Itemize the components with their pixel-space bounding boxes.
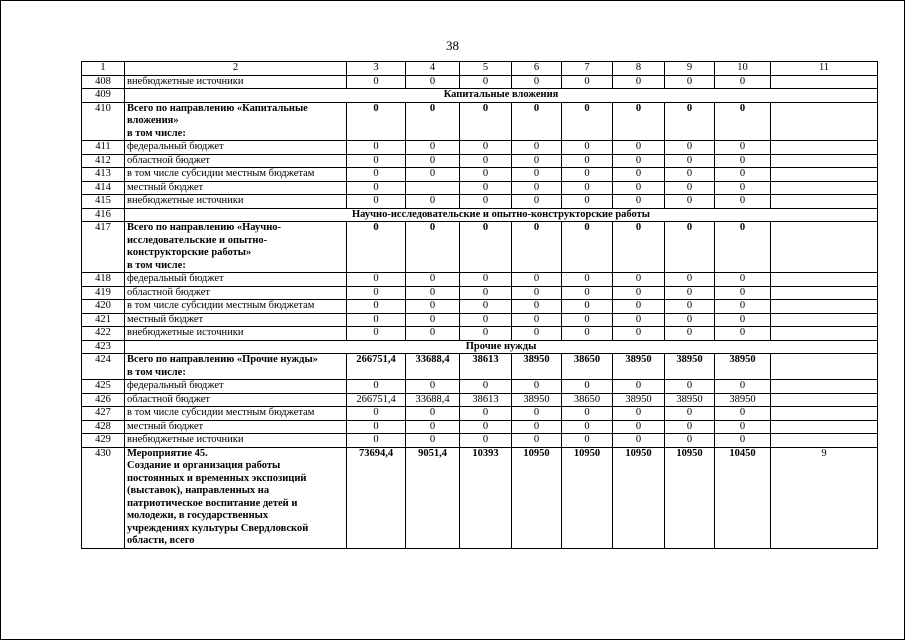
row-label: федеральный бюджет bbox=[125, 273, 347, 287]
value-cell: 0 bbox=[665, 434, 715, 448]
value-cell: 0 bbox=[613, 75, 665, 89]
value-cell: 0 bbox=[715, 300, 771, 314]
table-row bbox=[82, 286, 878, 300]
value-cell: 0 bbox=[665, 286, 715, 300]
note-cell bbox=[771, 300, 878, 314]
value-cell: 0 bbox=[347, 195, 406, 209]
note-cell bbox=[771, 195, 878, 209]
total-label bbox=[125, 447, 347, 548]
value-cell: 0 bbox=[512, 380, 562, 394]
column-header: 8 bbox=[613, 62, 665, 76]
table-row bbox=[82, 168, 878, 182]
value-cell: 0 bbox=[406, 300, 460, 314]
value-cell: 0 bbox=[715, 434, 771, 448]
label-line: Мероприятие 45. bbox=[127, 447, 208, 459]
value-cell: 0 bbox=[460, 420, 512, 434]
table-row bbox=[82, 75, 878, 89]
section-title: Научно-исследовательские и опытно-конструкторские работы bbox=[125, 208, 878, 222]
value-cell: 0 bbox=[347, 222, 406, 273]
value-cell: 0 bbox=[665, 141, 715, 155]
value-cell: 38650 bbox=[562, 354, 613, 380]
value-cell: 33688,4 bbox=[406, 393, 460, 407]
column-header: 2 bbox=[125, 62, 347, 76]
note-cell bbox=[771, 75, 878, 89]
label-line: в том числе: bbox=[127, 127, 186, 139]
note-cell bbox=[771, 168, 878, 182]
value-cell: 38613 bbox=[460, 354, 512, 380]
label-line: Всего по направлению «Капитальные bbox=[127, 102, 308, 114]
label-line: конструкторские работы» bbox=[127, 247, 252, 258]
total-label bbox=[125, 354, 347, 380]
table-row bbox=[82, 181, 878, 195]
value-cell: 0 bbox=[613, 420, 665, 434]
row-number: 418 bbox=[82, 273, 125, 287]
label-line: вложения» bbox=[127, 115, 179, 126]
row-number: 423 bbox=[82, 340, 125, 354]
note-cell bbox=[771, 273, 878, 287]
value-cell: 0 bbox=[613, 168, 665, 182]
value-cell: 0 bbox=[613, 102, 665, 141]
value-cell: 0 bbox=[562, 181, 613, 195]
table-row bbox=[82, 141, 878, 155]
row-label: в том числе субсидии местным бюджетам bbox=[125, 407, 347, 421]
value-cell: 0 bbox=[613, 273, 665, 287]
value-cell: 0 bbox=[562, 75, 613, 89]
value-cell: 0 bbox=[460, 222, 512, 273]
value-cell: 0 bbox=[715, 273, 771, 287]
row-number: 425 bbox=[82, 380, 125, 394]
value-cell: 0 bbox=[512, 195, 562, 209]
value-cell: 0 bbox=[406, 434, 460, 448]
row-number: 428 bbox=[82, 420, 125, 434]
value-cell: 0 bbox=[347, 141, 406, 155]
value-cell: 0 bbox=[715, 195, 771, 209]
value-cell: 0 bbox=[613, 222, 665, 273]
value-cell: 266751,4 bbox=[347, 354, 406, 380]
row-number: 422 bbox=[82, 327, 125, 341]
value-cell: 0 bbox=[347, 168, 406, 182]
value-cell: 0 bbox=[460, 273, 512, 287]
column-header: 4 bbox=[406, 62, 460, 76]
row-label: внебюджетные источники bbox=[125, 434, 347, 448]
budget-table bbox=[81, 61, 878, 549]
label-line: области, всего bbox=[127, 535, 195, 546]
value-cell: 10450 bbox=[715, 447, 771, 548]
value-cell: 0 bbox=[460, 300, 512, 314]
row-number: 410 bbox=[82, 102, 125, 141]
value-cell: 0 bbox=[665, 154, 715, 168]
value-cell: 0 bbox=[562, 141, 613, 155]
value-cell: 0 bbox=[512, 327, 562, 341]
value-cell: 0 bbox=[715, 222, 771, 273]
value-cell: 0 bbox=[347, 286, 406, 300]
label-line: в том числе: bbox=[127, 259, 186, 271]
row-number: 411 bbox=[82, 141, 125, 155]
value-cell: 0 bbox=[613, 181, 665, 195]
note-cell bbox=[771, 327, 878, 341]
value-cell: 0 bbox=[562, 327, 613, 341]
value-cell: 0 bbox=[665, 407, 715, 421]
value-cell: 0 bbox=[406, 407, 460, 421]
value-cell: 0 bbox=[665, 222, 715, 273]
row-number: 414 bbox=[82, 181, 125, 195]
value-cell: 0 bbox=[406, 222, 460, 273]
value-cell: 0 bbox=[347, 420, 406, 434]
row-number: 412 bbox=[82, 154, 125, 168]
table-row bbox=[82, 407, 878, 421]
value-cell: 0 bbox=[347, 273, 406, 287]
header-row bbox=[82, 62, 878, 76]
value-cell: 0 bbox=[613, 195, 665, 209]
value-cell: 0 bbox=[460, 168, 512, 182]
value-cell: 0 bbox=[665, 300, 715, 314]
section-title: Капитальные вложения bbox=[125, 89, 878, 103]
table-row bbox=[82, 380, 878, 394]
value-cell: 0 bbox=[406, 102, 460, 141]
note-cell bbox=[771, 102, 878, 141]
value-cell: 0 bbox=[406, 286, 460, 300]
column-header: 3 bbox=[347, 62, 406, 76]
row-label: федеральный бюджет bbox=[125, 380, 347, 394]
value-cell: 0 bbox=[512, 273, 562, 287]
column-header: 10 bbox=[715, 62, 771, 76]
table-row bbox=[82, 222, 878, 273]
label-line: учреждениях культуры Свердловской bbox=[127, 522, 309, 534]
note-cell bbox=[771, 354, 878, 380]
table-row bbox=[82, 340, 878, 354]
value-cell: 0 bbox=[562, 286, 613, 300]
table-row bbox=[82, 354, 878, 380]
value-cell: 0 bbox=[613, 327, 665, 341]
value-cell: 0 bbox=[715, 141, 771, 155]
table-row bbox=[82, 313, 878, 327]
note-cell bbox=[771, 434, 878, 448]
section-title: Прочие нужды bbox=[125, 340, 878, 354]
value-cell: 0 bbox=[613, 286, 665, 300]
row-number: 409 bbox=[82, 89, 125, 103]
value-cell: 0 bbox=[562, 407, 613, 421]
value-cell: 0 bbox=[613, 154, 665, 168]
value-cell: 0 bbox=[347, 75, 406, 89]
value-cell: 38950 bbox=[512, 354, 562, 380]
value-cell: 38950 bbox=[715, 354, 771, 380]
table-row bbox=[82, 102, 878, 141]
value-cell: 0 bbox=[460, 102, 512, 141]
value-cell: 0 bbox=[665, 195, 715, 209]
value-cell: 0 bbox=[613, 434, 665, 448]
row-number: 415 bbox=[82, 195, 125, 209]
value-cell: 9051,4 bbox=[406, 447, 460, 548]
value-cell: 0 bbox=[562, 380, 613, 394]
value-cell: 0 bbox=[613, 141, 665, 155]
table-row bbox=[82, 327, 878, 341]
label-line: исследовательские и опытно- bbox=[127, 234, 268, 246]
row-number: 413 bbox=[82, 168, 125, 182]
value-cell: 0 bbox=[512, 102, 562, 141]
value-cell: 0 bbox=[460, 407, 512, 421]
value-cell: 0 bbox=[512, 434, 562, 448]
value-cell: 0 bbox=[562, 273, 613, 287]
note-cell: 9 bbox=[771, 447, 878, 548]
value-cell: 0 bbox=[613, 380, 665, 394]
note-cell bbox=[771, 222, 878, 273]
row-label: федеральный бюджет bbox=[125, 141, 347, 155]
value-cell: 38950 bbox=[512, 393, 562, 407]
value-cell: 0 bbox=[665, 273, 715, 287]
note-cell bbox=[771, 154, 878, 168]
row-label: внебюджетные источники bbox=[125, 75, 347, 89]
row-label: областной бюджет bbox=[125, 286, 347, 300]
value-cell: 0 bbox=[562, 313, 613, 327]
table-row bbox=[82, 447, 878, 548]
value-cell: 0 bbox=[665, 75, 715, 89]
label-line: патриотическое воспитание детей и bbox=[127, 497, 298, 509]
value-cell: 0 bbox=[715, 75, 771, 89]
value-cell: 10950 bbox=[562, 447, 613, 548]
value-cell: 0 bbox=[406, 75, 460, 89]
value-cell: 0 bbox=[665, 313, 715, 327]
table-row bbox=[82, 300, 878, 314]
value-cell: 0 bbox=[715, 327, 771, 341]
value-cell: 0 bbox=[562, 222, 613, 273]
value-cell: 0 bbox=[406, 380, 460, 394]
value-cell: 0 bbox=[715, 102, 771, 141]
value-cell: 10950 bbox=[512, 447, 562, 548]
value-cell: 0 bbox=[512, 75, 562, 89]
label-line: постоянных и временных экспозиций bbox=[127, 472, 307, 484]
value-cell: 0 bbox=[715, 181, 771, 195]
row-label: областной бюджет bbox=[125, 154, 347, 168]
row-number: 408 bbox=[82, 75, 125, 89]
value-cell: 0 bbox=[460, 327, 512, 341]
value-cell: 38950 bbox=[665, 354, 715, 380]
table-row bbox=[82, 89, 878, 103]
value-cell: 0 bbox=[512, 420, 562, 434]
total-label bbox=[125, 102, 347, 141]
value-cell: 0 bbox=[562, 434, 613, 448]
value-cell: 0 bbox=[562, 102, 613, 141]
value-cell: 0 bbox=[562, 154, 613, 168]
value-cell: 0 bbox=[665, 327, 715, 341]
value-cell: 0 bbox=[460, 286, 512, 300]
column-header: 9 bbox=[665, 62, 715, 76]
note-cell bbox=[771, 420, 878, 434]
note-cell bbox=[771, 407, 878, 421]
value-cell: 38950 bbox=[715, 393, 771, 407]
value-cell: 0 bbox=[613, 407, 665, 421]
value-cell: 0 bbox=[406, 195, 460, 209]
value-cell: 0 bbox=[665, 102, 715, 141]
label-line: в том числе: bbox=[127, 366, 186, 378]
value-cell: 0 bbox=[406, 141, 460, 155]
value-cell: 0 bbox=[512, 300, 562, 314]
table-row bbox=[82, 195, 878, 209]
value-cell: 10950 bbox=[613, 447, 665, 548]
value-cell: 0 bbox=[715, 420, 771, 434]
label-line: молодежи, в государственных bbox=[127, 510, 269, 521]
value-cell: 0 bbox=[715, 380, 771, 394]
note-cell bbox=[771, 313, 878, 327]
row-number: 429 bbox=[82, 434, 125, 448]
value-cell: 0 bbox=[613, 313, 665, 327]
value-cell: 266751,4 bbox=[347, 393, 406, 407]
table-row bbox=[82, 434, 878, 448]
column-header: 11 bbox=[771, 62, 878, 76]
table-row bbox=[82, 393, 878, 407]
value-cell: 0 bbox=[347, 300, 406, 314]
row-label: в том числе субсидии местным бюджетам bbox=[125, 300, 347, 314]
value-cell: 0 bbox=[347, 380, 406, 394]
value-cell: 0 bbox=[460, 380, 512, 394]
column-header: 5 bbox=[460, 62, 512, 76]
value-cell: 0 bbox=[512, 154, 562, 168]
value-cell: 0 bbox=[460, 141, 512, 155]
row-number: 430 bbox=[82, 447, 125, 548]
value-cell: 0 bbox=[512, 222, 562, 273]
table-row bbox=[82, 208, 878, 222]
value-cell: 0 bbox=[512, 286, 562, 300]
value-cell: 0 bbox=[406, 313, 460, 327]
row-label: в том числе субсидии местным бюджетам bbox=[125, 168, 347, 182]
value-cell: 0 bbox=[562, 300, 613, 314]
row-number: 420 bbox=[82, 300, 125, 314]
value-cell: 0 bbox=[460, 313, 512, 327]
label-line: (выставок), направленных на bbox=[127, 485, 270, 496]
value-cell: 73694,4 bbox=[347, 447, 406, 548]
value-cell: 0 bbox=[406, 327, 460, 341]
row-label: местный бюджет bbox=[125, 181, 347, 195]
value-cell: 0 bbox=[347, 407, 406, 421]
value-cell: 0 bbox=[460, 154, 512, 168]
value-cell: 38950 bbox=[613, 354, 665, 380]
value-cell: 0 bbox=[347, 102, 406, 141]
label-line: Всего по направлению «Научно- bbox=[127, 222, 281, 233]
note-cell bbox=[771, 286, 878, 300]
row-label: местный бюджет bbox=[125, 420, 347, 434]
row-label: внебюджетные источники bbox=[125, 327, 347, 341]
row-number: 417 bbox=[82, 222, 125, 273]
row-number: 416 bbox=[82, 208, 125, 222]
value-cell: 0 bbox=[406, 154, 460, 168]
table-row bbox=[82, 273, 878, 287]
value-cell: 0 bbox=[406, 420, 460, 434]
value-cell: 0 bbox=[512, 168, 562, 182]
value-cell: 0 bbox=[665, 168, 715, 182]
value-cell: 0 bbox=[715, 286, 771, 300]
value-cell: 0 bbox=[562, 168, 613, 182]
value-cell: 0 bbox=[347, 327, 406, 341]
row-label: областной бюджет bbox=[125, 393, 347, 407]
column-header: 6 bbox=[512, 62, 562, 76]
table-row bbox=[82, 420, 878, 434]
value-cell: 0 bbox=[347, 154, 406, 168]
note-cell bbox=[771, 380, 878, 394]
value-cell: 38613 bbox=[460, 393, 512, 407]
value-cell: 38950 bbox=[613, 393, 665, 407]
value-cell: 0 bbox=[562, 420, 613, 434]
value-cell: 10950 bbox=[665, 447, 715, 548]
value-cell: 33688,4 bbox=[406, 354, 460, 380]
row-number: 426 bbox=[82, 393, 125, 407]
value-cell: 0 bbox=[715, 168, 771, 182]
value-cell bbox=[406, 181, 460, 195]
value-cell: 0 bbox=[512, 141, 562, 155]
value-cell: 0 bbox=[406, 273, 460, 287]
label-line: Всего по направлению «Прочие нужды» bbox=[127, 354, 318, 365]
value-cell: 0 bbox=[613, 300, 665, 314]
value-cell: 0 bbox=[460, 75, 512, 89]
value-cell: 0 bbox=[715, 154, 771, 168]
value-cell: 0 bbox=[665, 380, 715, 394]
row-label: местный бюджет bbox=[125, 313, 347, 327]
row-number: 427 bbox=[82, 407, 125, 421]
note-cell bbox=[771, 141, 878, 155]
value-cell: 0 bbox=[715, 313, 771, 327]
table-row bbox=[82, 154, 878, 168]
row-number: 424 bbox=[82, 354, 125, 380]
total-label bbox=[125, 222, 347, 273]
row-number: 421 bbox=[82, 313, 125, 327]
note-cell bbox=[771, 393, 878, 407]
value-cell: 10393 bbox=[460, 447, 512, 548]
column-header: 1 bbox=[82, 62, 125, 76]
column-header: 7 bbox=[562, 62, 613, 76]
value-cell: 0 bbox=[347, 434, 406, 448]
value-cell: 38650 bbox=[562, 393, 613, 407]
label-line: Создание и организация работы bbox=[127, 460, 281, 471]
value-cell: 0 bbox=[665, 181, 715, 195]
page-number: 38 bbox=[446, 38, 459, 53]
value-cell: 0 bbox=[460, 195, 512, 209]
value-cell: 0 bbox=[562, 195, 613, 209]
note-cell bbox=[771, 181, 878, 195]
value-cell: 0 bbox=[665, 420, 715, 434]
value-cell: 0 bbox=[347, 313, 406, 327]
row-label: внебюджетные источники bbox=[125, 195, 347, 209]
value-cell: 0 bbox=[347, 181, 406, 195]
value-cell: 0 bbox=[512, 181, 562, 195]
row-number: 419 bbox=[82, 286, 125, 300]
value-cell: 0 bbox=[460, 434, 512, 448]
value-cell: 0 bbox=[460, 181, 512, 195]
value-cell: 38950 bbox=[665, 393, 715, 407]
value-cell: 0 bbox=[512, 407, 562, 421]
value-cell: 0 bbox=[512, 313, 562, 327]
value-cell: 0 bbox=[715, 407, 771, 421]
value-cell: 0 bbox=[406, 168, 460, 182]
